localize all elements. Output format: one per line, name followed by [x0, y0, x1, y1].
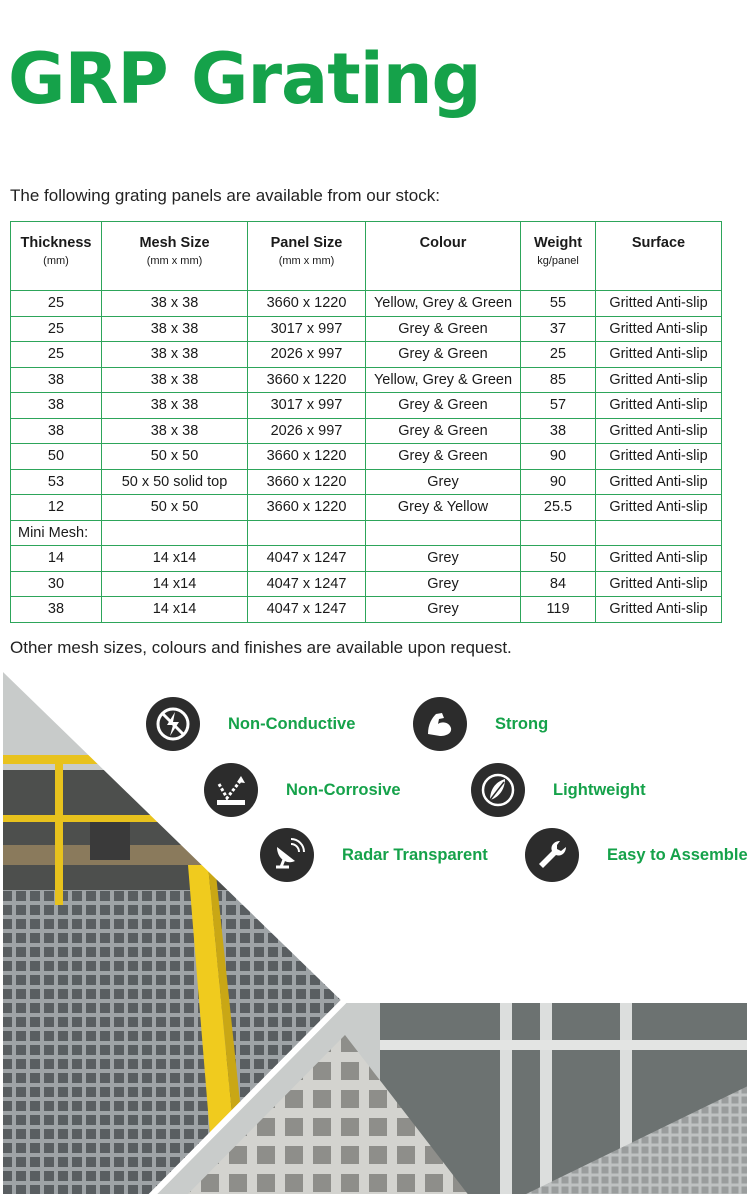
feature-lightweight: [471, 763, 646, 817]
cell-colour: Grey & Green: [366, 342, 521, 368]
cell-panel-size: 3660 x 1220: [248, 495, 366, 521]
cell-weight: 55: [521, 291, 596, 317]
cell-weight: 25.5: [521, 495, 596, 521]
cell-mesh-size: 38 x 38: [102, 393, 248, 419]
cell-thickness: 25: [11, 291, 102, 317]
cell-mesh-size: 14 x14: [102, 597, 248, 623]
cell-surface: Gritted Anti-slip: [596, 393, 722, 419]
cell-panel-size: 3660 x 1220: [248, 367, 366, 393]
cell-weight: 84: [521, 571, 596, 597]
flexed-arm-icon: [413, 697, 467, 751]
cell-colour: Grey: [366, 469, 521, 495]
page-title: GRP Grating: [8, 38, 481, 120]
cell-surface: Gritted Anti-slip: [596, 316, 722, 342]
cell-surface: Gritted Anti-slip: [596, 367, 722, 393]
stock-table: [10, 221, 722, 623]
cell-thickness: 38: [11, 418, 102, 444]
cell-surface: Gritted Anti-slip: [596, 495, 722, 521]
cell-surface: Gritted Anti-slip: [596, 571, 722, 597]
table-body: [11, 291, 722, 623]
cell-panel-size: 3017 x 997: [248, 393, 366, 419]
cell-weight: 90: [521, 469, 596, 495]
cell-weight: 50: [521, 546, 596, 572]
cell-mesh-size: 38 x 38: [102, 418, 248, 444]
mini-mesh-label: Mini Mesh:: [11, 520, 102, 546]
cell-surface: Gritted Anti-slip: [596, 418, 722, 444]
corrosion-icon: [204, 763, 258, 817]
table-row: [11, 291, 722, 317]
feature-label: Non-Corrosive: [286, 780, 401, 799]
cell-thickness: 38: [11, 367, 102, 393]
intro-text: The following grating panels are available from our stock:: [10, 186, 440, 205]
table-row: [11, 367, 722, 393]
cell-colour: Grey: [366, 546, 521, 572]
cell-colour: Grey & Green: [366, 418, 521, 444]
cell-panel-size: 4047 x 1247: [248, 597, 366, 623]
cell-mesh-size: 38 x 38: [102, 291, 248, 317]
table-row: [11, 495, 722, 521]
cell-weight: 90: [521, 444, 596, 470]
cell-thickness: 25: [11, 342, 102, 368]
table-row: [11, 418, 722, 444]
footnote-text: Other mesh sizes, colours and finishes are available upon request.: [10, 638, 512, 657]
cell-surface: Gritted Anti-slip: [596, 469, 722, 495]
table-row: [11, 444, 722, 470]
cell-mesh-size: 14 x14: [102, 546, 248, 572]
feature-label: Strong: [495, 714, 549, 733]
cell-panel-size: 4047 x 1247: [248, 571, 366, 597]
empty-cell: [596, 520, 722, 546]
header-weight: Weight kg/panel: [521, 222, 596, 291]
header-surface: Surface: [596, 222, 722, 291]
cell-surface: Gritted Anti-slip: [596, 546, 722, 572]
cell-colour: Grey & Green: [366, 444, 521, 470]
feature-radar-transparent: [260, 828, 488, 882]
cell-thickness: 38: [11, 597, 102, 623]
feature-non-conductive: [146, 697, 355, 751]
photo-collage: [0, 665, 750, 1197]
feature-label: Radar Transparent: [342, 845, 488, 864]
feature-label: Easy to Assemble: [607, 845, 748, 864]
cell-mesh-size: 50 x 50: [102, 444, 248, 470]
cell-thickness: 25: [11, 316, 102, 342]
cell-thickness: 30: [11, 571, 102, 597]
cell-colour: Grey: [366, 571, 521, 597]
feature-label: Non-Conductive: [228, 714, 356, 733]
cell-weight: 119: [521, 597, 596, 623]
table-row: [11, 546, 722, 572]
cell-weight: 57: [521, 393, 596, 419]
cell-panel-size: 3660 x 1220: [248, 291, 366, 317]
cell-mesh-size: 14 x14: [102, 571, 248, 597]
cell-mesh-size: 38 x 38: [102, 342, 248, 368]
cell-thickness: 50: [11, 444, 102, 470]
cell-mesh-size: 50 x 50 solid top: [102, 469, 248, 495]
feature-strong: [413, 697, 548, 751]
radar-dish-icon: [260, 828, 314, 882]
cell-panel-size: 4047 x 1247: [248, 546, 366, 572]
table-row: [11, 571, 722, 597]
cell-panel-size: 2026 x 997: [248, 342, 366, 368]
cell-mesh-size: 50 x 50: [102, 495, 248, 521]
header-colour: Colour: [366, 222, 521, 291]
cell-colour: Grey & Green: [366, 393, 521, 419]
header-panel-size: Panel Size (mm x mm): [248, 222, 366, 291]
feature-non-corrosive: [204, 763, 401, 817]
cell-weight: 37: [521, 316, 596, 342]
cell-thickness: 12: [11, 495, 102, 521]
empty-cell: [102, 520, 248, 546]
table-row: [11, 393, 722, 419]
feature-label: Lightweight: [553, 780, 646, 799]
cell-panel-size: 3660 x 1220: [248, 444, 366, 470]
cell-panel-size: 2026 x 997: [248, 418, 366, 444]
header-mesh-size: Mesh Size (mm x mm): [102, 222, 248, 291]
empty-cell: [521, 520, 596, 546]
empty-cell: [366, 520, 521, 546]
cell-panel-size: 3660 x 1220: [248, 469, 366, 495]
cell-surface: Gritted Anti-slip: [596, 342, 722, 368]
cell-thickness: 53: [11, 469, 102, 495]
table-header-row: [11, 222, 722, 291]
empty-cell: [248, 520, 366, 546]
feature-easy-to-assemble: [525, 828, 748, 882]
cell-thickness: 14: [11, 546, 102, 572]
cell-colour: Yellow, Grey & Green: [366, 367, 521, 393]
table-row: [11, 316, 722, 342]
cell-surface: Gritted Anti-slip: [596, 291, 722, 317]
no-lightning-icon: [146, 697, 200, 751]
cell-weight: 25: [521, 342, 596, 368]
wrench-icon: [525, 828, 579, 882]
cell-surface: Gritted Anti-slip: [596, 444, 722, 470]
mini-mesh-row: [11, 520, 722, 546]
cell-colour: Grey & Yellow: [366, 495, 521, 521]
feather-icon: [471, 763, 525, 817]
cell-mesh-size: 38 x 38: [102, 367, 248, 393]
product-photos: [0, 665, 750, 1197]
cell-mesh-size: 38 x 38: [102, 316, 248, 342]
cell-colour: Grey & Green: [366, 316, 521, 342]
cell-thickness: 38: [11, 393, 102, 419]
cell-weight: 85: [521, 367, 596, 393]
table-row: [11, 469, 722, 495]
cell-panel-size: 3017 x 997: [248, 316, 366, 342]
cell-colour: Grey: [366, 597, 521, 623]
cell-weight: 38: [521, 418, 596, 444]
table-row: [11, 342, 722, 368]
cell-surface: Gritted Anti-slip: [596, 597, 722, 623]
table-row: [11, 597, 722, 623]
cell-colour: Yellow, Grey & Green: [366, 291, 521, 317]
header-thickness: Thickness (mm): [11, 222, 102, 291]
